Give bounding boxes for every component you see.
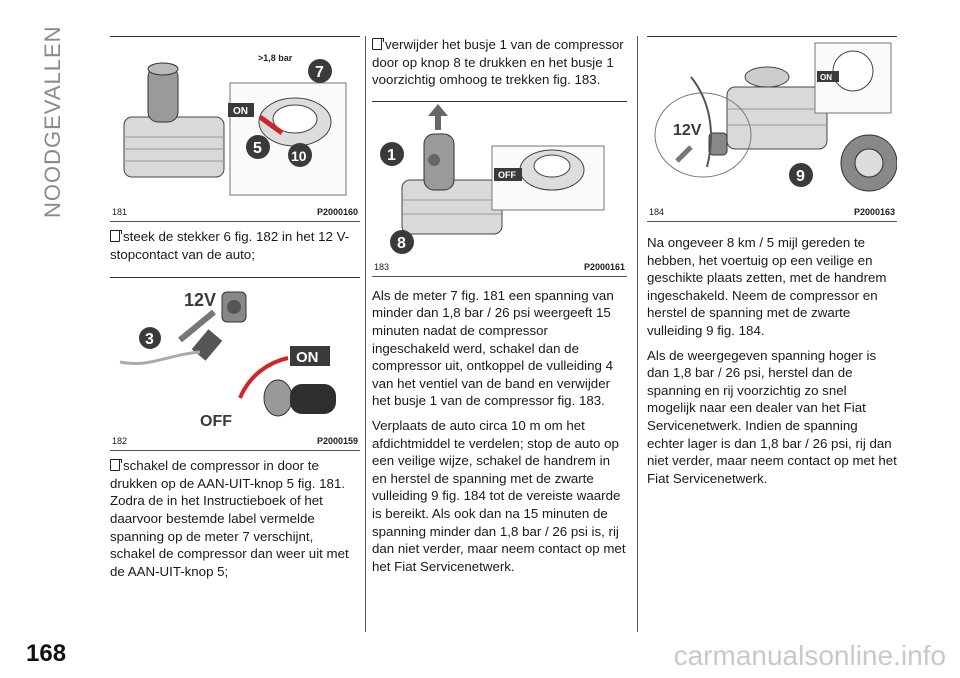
callout-1-label: 1 <box>387 146 396 164</box>
column-divider <box>637 36 638 632</box>
figure-code: P2000159 <box>316 436 358 447</box>
column-1 <box>110 36 360 580</box>
bullet-plug-in: steek de stekker 6 fig. 182 in het 12 V-stopcontact van de auto; <box>110 229 350 262</box>
on-label: ON <box>296 349 319 367</box>
callout-10-label: 10 <box>291 148 307 164</box>
pressure-label: >1,8 bar <box>258 53 293 63</box>
figure-code: P2000160 <box>316 207 358 217</box>
figure-number: 181 <box>112 207 128 217</box>
bullet-remove-canister: verwijder het busje 1 van de compressor door op knop 8 te drukken en het busje 1 voorzichtig omhoog te trekken fig. 183. <box>372 37 624 88</box>
paragraph-pressure-low: Als de meter 7 fig. 181 een spanning van minder dan 1,8 bar / 26 psi weergeeft 15 minuten nadat de compressor ingeschakeld werd, schakel dan de compressor uit, ontkoppel de vulleiding 4 van het ventiel van de band en verwijder het busje 1 van de compressor fig. 183. <box>372 287 614 409</box>
figure-181 <box>110 36 360 222</box>
figure-183-caption <box>372 260 627 277</box>
callout-7-label: 7 <box>315 64 324 81</box>
compressor-gauge-illustration <box>110 37 360 205</box>
figure-code: P2000161 <box>583 261 625 272</box>
checkbox-icon <box>372 38 382 50</box>
column-divider <box>365 36 366 632</box>
checkbox-icon <box>110 230 120 242</box>
figure-183 <box>372 101 627 277</box>
column-2 <box>372 36 627 575</box>
off-label: OFF <box>200 413 232 431</box>
socket-key-illustration <box>110 278 360 434</box>
paragraph-pressure-check: Als de weergegeven spanning hoger is dan 1,8 bar / 26 psi, herstel dan de spanning en rij voorzichtig zo snel mogelijk naar een dealer van het Fiat Servicenetwerk. Indien de spanning echter lager is dan 1,8 bar / 26 psi, rij dan niet verder, maar neem contact op met het Fiat Servicenetwerk. <box>647 347 897 486</box>
figure-code: P2000163 <box>853 207 895 217</box>
figure-number: 183 <box>374 261 390 272</box>
watermark: carmanualsonline.info <box>673 640 946 671</box>
paragraph-after-8km: Na ongeveer 8 km / 5 mijl gereden te hebben, het voertuig op een veilige en geschikte plaats zetten, met de handrem ingeschakeld. Neem de compressor en herstel de spanning met de zwarte vulleiding 9 fig. 184. <box>647 235 887 338</box>
callout-8-label: 8 <box>397 234 406 252</box>
inflation-hose-illustration <box>647 37 897 205</box>
voltage-label: 12V <box>184 290 217 311</box>
canister-removal-illustration <box>372 102 627 260</box>
section-title: NOODGEVALLEN <box>40 25 65 218</box>
figure-182-caption <box>110 434 360 451</box>
callout-9-label: 9 <box>796 168 805 185</box>
on-label: ON <box>233 106 248 117</box>
page-number: 168 <box>26 640 67 667</box>
figure-184-caption <box>647 205 897 222</box>
figure-number: 182 <box>112 436 128 447</box>
checkbox-icon <box>110 459 120 471</box>
figure-184 <box>647 36 897 222</box>
off-label: OFF <box>498 169 516 180</box>
callout-3-label: 3 <box>145 331 154 349</box>
voltage-label: 12V <box>673 122 702 139</box>
column-3 <box>647 36 897 487</box>
paragraph-move-car: Verplaats de auto circa 10 m om het afdichtmiddel te verdelen; stop de auto op een veilige wijze, schakel de handrem in en herstel de spanning met de zwarte vulleiding 9 fig. 184 tot de vereiste waarde is bereikt. Als ook dan na 15 minuten de spanning minder dan 1,8 bar / 26 psi is, rij dan niet verder, maar neem contact op met het Fiat Servicenetwerk. <box>372 417 626 574</box>
figure-182 <box>110 277 360 451</box>
bullet-switch-on: schakel de compressor in door te drukken op de AAN-UIT-knop 5 fig. 181. Zodra de in het Instructieboek of het daarvoor bestemde label vermelde spanning op de meter 7 verschijnt, schakel de compressor dan weer uit met de AAN-UIT-knop 5; <box>110 458 349 579</box>
figure-number: 184 <box>649 207 665 217</box>
on-label: ON <box>820 73 832 82</box>
callout-5-label: 5 <box>253 140 262 157</box>
figure-181-caption <box>110 205 360 222</box>
